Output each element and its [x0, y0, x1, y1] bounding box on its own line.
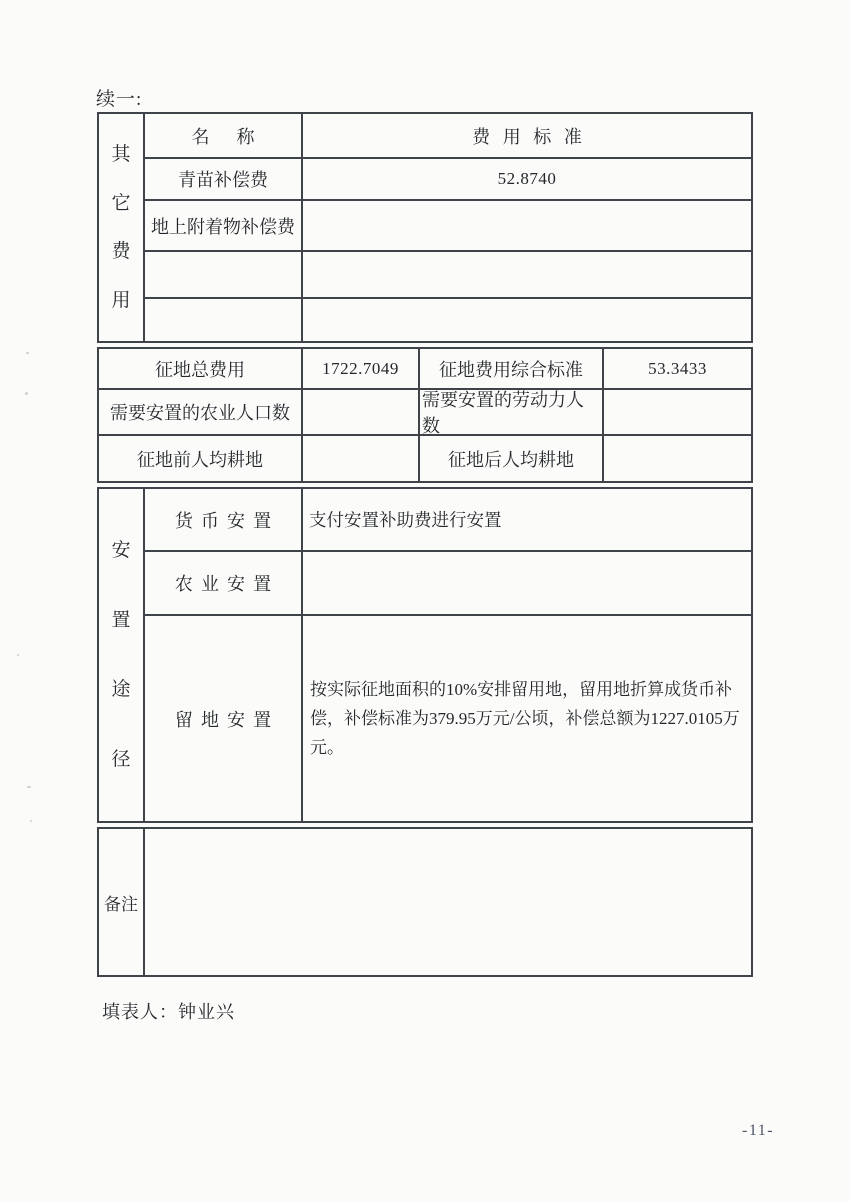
fee-name-cell: 青苗补偿费 [145, 159, 303, 201]
scan-speck [25, 392, 28, 395]
fee-standard-cell [303, 299, 751, 341]
fee-standard-cell [303, 252, 751, 299]
summary-label: 征地总费用 [99, 349, 303, 390]
summary-value [604, 390, 751, 436]
fee-standard-cell [303, 201, 751, 252]
form-filler-line [102, 998, 235, 1024]
fee-name-cell [145, 299, 303, 341]
resettlement-type-cell: 农业安置 [145, 552, 303, 616]
resettlement-type-cell: 货币安置 [145, 489, 303, 552]
remark-label: 备注 [99, 829, 145, 975]
summary-label: 需要安置的农业人口数 [99, 390, 303, 436]
form-filler-label: 填表人： [102, 1002, 178, 1022]
scan-speck [17, 654, 19, 656]
summary-value: 1722.7049 [303, 349, 420, 390]
summary-value: 53.3433 [604, 349, 751, 390]
summary-label: 征地费用综合标准 [420, 349, 604, 390]
scan-speck [27, 786, 31, 788]
scan-speck [26, 352, 29, 354]
summary-label: 需要安置的劳动力人数 [420, 390, 604, 436]
summary-label: 征地后人均耕地 [420, 436, 604, 481]
summary-section [97, 347, 753, 483]
fee-standard-cell: 52.8740 [303, 159, 751, 201]
resettlement-group-label: 安 置 途 径 [99, 489, 145, 821]
continuation-label: 续一: [96, 89, 143, 110]
fee-name-header: 名称 [145, 114, 303, 159]
resettlement-description-text: 按实际征地面积的10%安排留用地，留用地折算成货币补偿，补偿标准为379.95万元/公顷，补偿总额为1227.0105万元。 [310, 680, 740, 757]
other-fees-section [97, 112, 753, 343]
scan-speck [30, 820, 32, 822]
resettlement-description-cell: 支付安置补助费进行安置 [303, 489, 751, 552]
fee-standard-header: 费用标准 [303, 114, 751, 159]
other-fees-group-label: 其 它 费 用 [99, 114, 145, 341]
page-number: -11- [742, 1122, 775, 1139]
form-filler-name: 钟业兴 [178, 1002, 235, 1022]
remark-content-cell [145, 829, 751, 975]
fee-name-cell [145, 252, 303, 299]
remark-section [97, 827, 753, 977]
summary-value [604, 436, 751, 481]
resettlement-description-cell [303, 552, 751, 616]
summary-label: 征地前人均耕地 [99, 436, 303, 481]
resettlement-description-cell [303, 616, 751, 821]
fee-name-cell: 地上附着物补偿费 [145, 201, 303, 252]
summary-value [303, 436, 420, 481]
resettlement-type-cell: 留地安置 [145, 616, 303, 821]
summary-value [303, 390, 420, 436]
resettlement-section [97, 487, 753, 823]
